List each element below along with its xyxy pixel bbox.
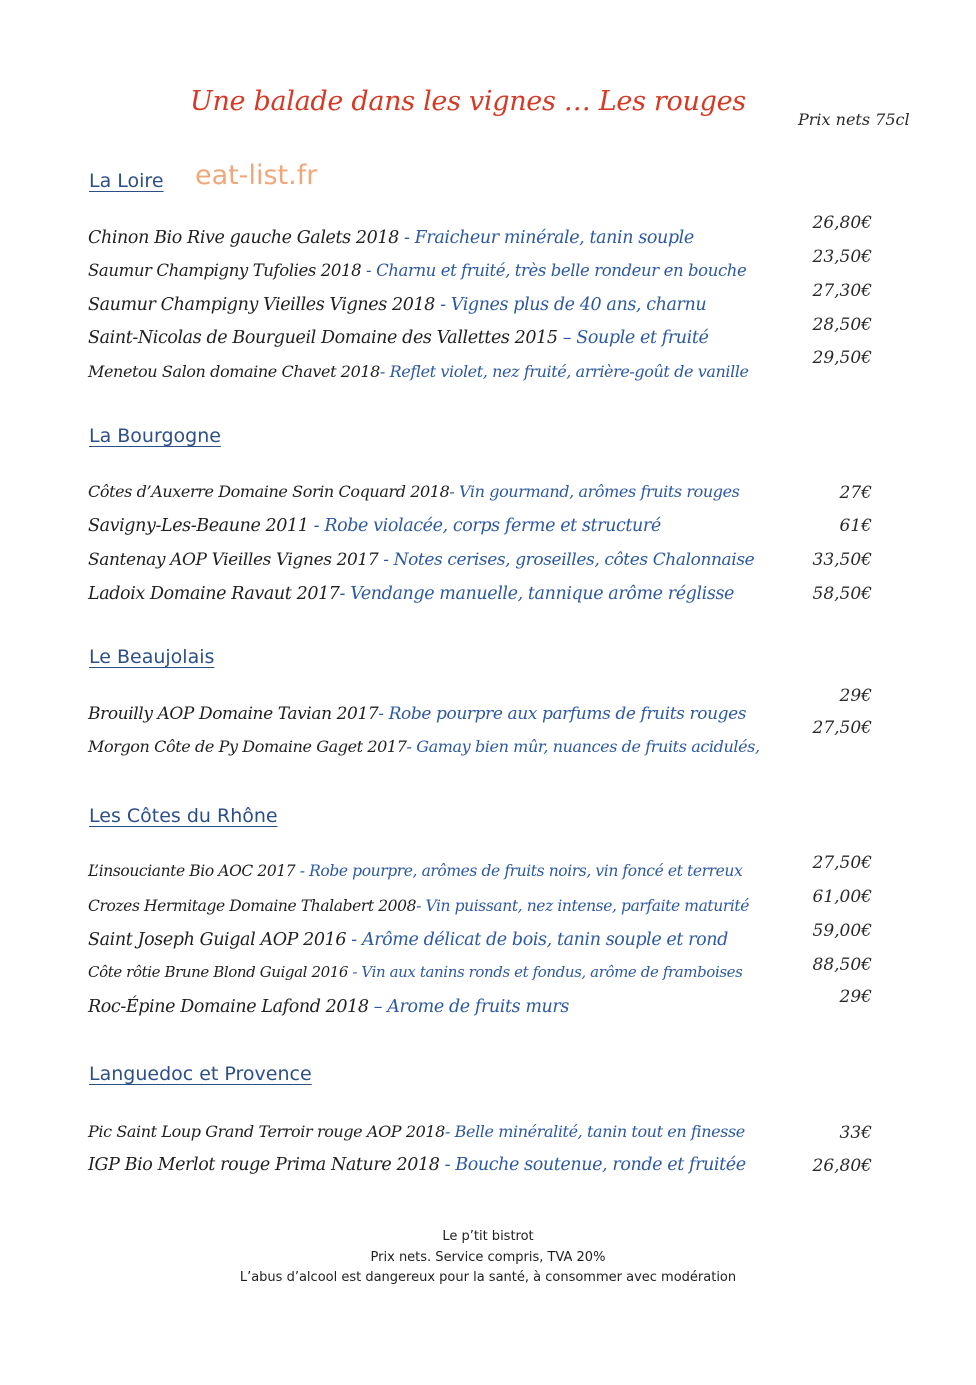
wine-description: - Vin gourmand, arômes fruits rouges xyxy=(449,482,740,501)
wine-price: 88,50€ xyxy=(812,955,872,975)
wine-description: - Gamay bien mûr, nuances de fruits acidulés, xyxy=(406,737,760,756)
footer-price-note: Prix nets. Service compris, TVA 20% xyxy=(370,1250,606,1265)
wine-description: - Vendange manuelle, tannique arôme réglisse xyxy=(339,584,734,604)
wine-price: 27€ xyxy=(839,483,872,503)
wine-row xyxy=(88,930,728,950)
section-title-loire: La Loire xyxy=(89,170,164,192)
wine-row xyxy=(88,516,661,536)
wine-price: 26,80€ xyxy=(812,213,872,233)
wine-description: - Robe pourpre, arômes de fruits noirs, vin foncé et terreux xyxy=(295,862,743,880)
wine-description: - Vin puissant, nez intense, parfaite maturité xyxy=(416,897,750,915)
wine-name: L’insouciante Bio AOC 2017 xyxy=(88,862,296,880)
wine-name: Côte rôtie Brune Blond Guigal 2016 xyxy=(88,963,349,981)
wine-price: 27,50€ xyxy=(812,718,872,738)
wine-name: Pic Saint Loup Grand Terroir rouge AOP 2018 xyxy=(88,1122,445,1141)
wine-row xyxy=(88,704,746,724)
wine-row xyxy=(88,228,694,248)
wine-row xyxy=(88,328,708,348)
wine-name: Saint Joseph Guigal AOP 2016 xyxy=(88,930,347,950)
wine-description: - Notes cerises, groseilles, côtes Chalonnaise xyxy=(378,550,755,570)
wine-price: 23,50€ xyxy=(812,247,872,267)
wine-price: 61,00€ xyxy=(812,887,872,907)
wine-row xyxy=(88,963,742,981)
wine-price: 27,30€ xyxy=(812,281,872,301)
wine-name: Saumur Champigny Tufolies 2018 xyxy=(88,261,362,280)
wine-name: Crozes Hermitage Domaine Thalabert 2008 xyxy=(88,897,417,915)
wine-name: Côtes d’Auxerre Domaine Sorin Coquard 2018 xyxy=(88,482,450,501)
wine-price: 61€ xyxy=(839,516,872,536)
wine-name: Saint-Nicolas de Bourgueil Domaine des Vallettes 2015 xyxy=(88,328,558,348)
wine-row xyxy=(88,1155,746,1175)
wine-row xyxy=(88,295,706,315)
section-title-bourgogne: La Bourgogne xyxy=(89,425,221,447)
wine-description: - Bouche soutenue, ronde et fruitée xyxy=(439,1155,746,1175)
section-title-rhone: Les Côtes du Rhône xyxy=(89,805,278,827)
wine-price: 27,50€ xyxy=(812,853,872,873)
price-column-header: Prix nets 75cl xyxy=(798,110,910,129)
footer-bistrot-name: Le p’tit bistrot xyxy=(442,1229,534,1244)
wine-name: Brouilly AOP Domaine Tavian 2017 xyxy=(88,704,379,724)
wine-row xyxy=(88,897,749,915)
wine-description: - Vignes plus de 40 ans, charnu xyxy=(434,295,707,315)
watermark: eat-list.fr xyxy=(195,160,318,191)
footer-alcohol-warning: L’abus d’alcool est dangereux pour la santé, à consommer avec modération xyxy=(239,1270,737,1285)
wine-description: – Souple et fruité xyxy=(557,328,709,348)
wine-price: 29€ xyxy=(839,987,872,1007)
wine-name: Saumur Champigny Vieilles Vignes 2018 xyxy=(88,295,435,315)
page-title: Une balade dans les vignes … Les rouges xyxy=(190,86,746,117)
wine-price: 33,50€ xyxy=(812,550,872,570)
wine-price: 29€ xyxy=(839,686,872,706)
wine-row xyxy=(88,362,749,381)
wine-row xyxy=(88,737,760,756)
wine-description: - Robe violacée, corps ferme et structuré xyxy=(308,516,661,536)
wine-name: Ladoix Domaine Ravaut 2017 xyxy=(88,584,340,604)
wine-row xyxy=(88,550,754,570)
wine-name: Santenay AOP Vieilles Vignes 2017 xyxy=(88,550,379,570)
wine-name: Savigny-Les-Beaune 2011 xyxy=(88,516,309,536)
wine-description: - Arôme délicat de bois, tanin souple et rond xyxy=(346,930,728,950)
wine-price: 26,80€ xyxy=(812,1156,872,1176)
wine-row xyxy=(88,261,746,280)
section-title-beaujolais: Le Beaujolais xyxy=(89,646,215,668)
wine-description: - Robe pourpre aux parfums de fruits rouges xyxy=(378,704,747,724)
wine-price: 33€ xyxy=(839,1123,872,1143)
wine-name: Roc-Épine Domaine Lafond 2018 xyxy=(88,997,369,1017)
wine-price: 29,50€ xyxy=(812,348,872,368)
wine-description: - Reflet violet, nez fruité, arrière-goût de vanille xyxy=(379,362,749,381)
wine-row xyxy=(88,1122,745,1141)
wine-description: - Charnu et fruité, très belle rondeur en bouche xyxy=(361,261,747,280)
wine-row xyxy=(88,862,742,880)
wine-row xyxy=(88,584,734,604)
wine-description: – Arome de fruits murs xyxy=(368,997,569,1017)
wine-price: 59,00€ xyxy=(812,921,872,941)
wine-name: IGP Bio Merlot rouge Prima Nature 2018 xyxy=(88,1155,440,1175)
wine-row xyxy=(88,997,569,1017)
wine-price: 28,50€ xyxy=(812,315,872,335)
wine-name: Chinon Bio Rive gauche Galets 2018 xyxy=(88,228,399,248)
wine-row xyxy=(88,482,739,501)
wine-description: - Vin aux tanins ronds et fondus, arôme de framboises xyxy=(348,963,743,981)
section-title-languedoc: Languedoc et Provence xyxy=(89,1063,312,1085)
wine-price: 58,50€ xyxy=(812,584,872,604)
wine-name: Menetou Salon domaine Chavet 2018 xyxy=(88,362,380,381)
wine-description: - Belle minéralité, tanin tout en finesse xyxy=(444,1122,745,1141)
wine-description: - Fraicheur minérale, tanin souple xyxy=(398,228,694,248)
wine-name: Morgon Côte de Py Domaine Gaget 2017 xyxy=(88,737,407,756)
